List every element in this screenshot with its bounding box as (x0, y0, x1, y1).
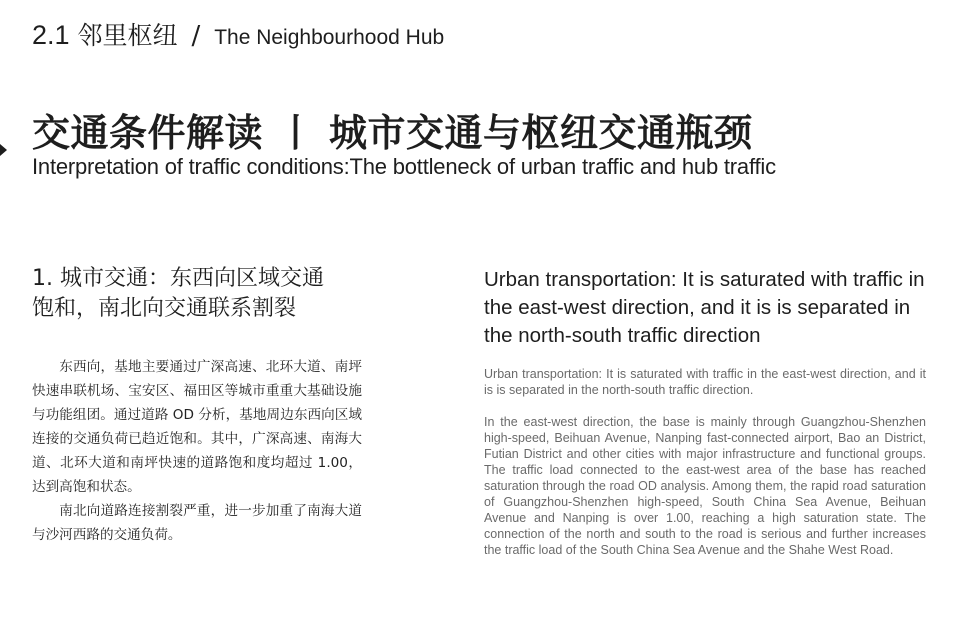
left-heading-line-1: 1. 城市交通：东西向区域交通 (32, 266, 324, 291)
left-section-heading (32, 264, 377, 324)
section-label (32, 18, 444, 55)
section-title-en: The Neighbourhood Hub (214, 26, 445, 49)
right-section-heading: Urban transportation: It is saturated with traffic in the east-west direction, and it is is separated in the north-south traffic direction (484, 268, 925, 347)
left-heading-line-2: 饱和，南北向交通联系割裂 (32, 296, 297, 321)
left-paragraph-2: 南北向道路连接割裂严重，进一步加重了南海大道与沙河西路的交通负荷。 (32, 503, 362, 543)
right-summary-text: Urban transportation: It is saturated with traffic in the east-west direction, and it is is separated in the north-south traffic direction. (484, 367, 926, 397)
section-separator: / (191, 21, 201, 51)
page-title-en: Interpretation of traffic conditions:The bottleneck of urban traffic and hub traffic (32, 154, 776, 179)
right-body-text: In the east-west direction, the base is mainly through Guangzhou-Shenzhen high-speed, Beihuan Avenue, Nanping fast-connected airport, Bao an District, Futian District and other cities with major infrastructure and functional groups. The traffic load connected to the east-west area of the base has reached saturation through the road OD analysis. Among them, the rapid road saturation of Guangzhou-Shenzhen high-speed, South China Sea Avenue, Beihuan Avenue and Nanping is over 1.00, reaching a high saturation state. The connection of the north and south to the road is serious and further increases the traffic load of the South China Sea Avenue and the Shahe West Road. (484, 415, 926, 557)
triangle-marker-icon (0, 144, 7, 156)
page-title-cn: 交通条件解读 丨 城市交通与枢纽交通瓶颈 (32, 111, 753, 155)
section-title-cn: 邻里枢纽 (77, 21, 178, 50)
left-body-text (32, 355, 362, 547)
left-paragraph-1: 东西向，基地主要通过广深高速、北环大道、南坪快速串联机场、宝安区、福田区等城市重重大基础设施与功能组团。通过道路 OD 分析，基地周边东西向区域连接的交通负荷已趋近饱和。其中，广深高速、南海大道、北环大道和南坪快速的道路饱和度均超过 1.00，达到高饱和状态。 (32, 359, 362, 495)
section-number: 2.1 (32, 20, 70, 50)
